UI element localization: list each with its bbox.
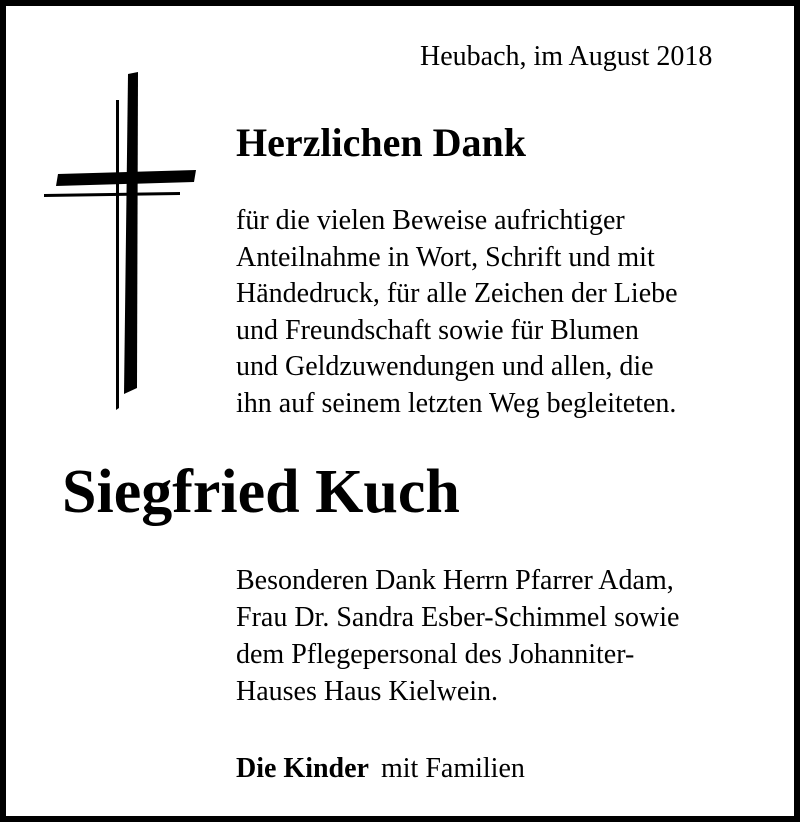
signature-rest: mit Familien	[381, 753, 525, 784]
special-line: dem Pflegepersonal des Johanniter-	[236, 639, 635, 670]
thanks-line: ihn auf seinem letzten Weg begleiteten.	[236, 387, 677, 419]
special-line: Besonderen Dank Herrn Pfarrer Adam,	[236, 565, 674, 596]
special-thanks	[236, 562, 679, 710]
thanks-line: Händedruck, für alle Zeichen der Liebe	[236, 278, 678, 309]
thanks-text	[236, 203, 678, 422]
signature	[236, 752, 525, 786]
deceased-name: Siegfried Kuch	[62, 458, 460, 526]
thanks-line: für die vielen Beweise aufrichtiger	[236, 205, 625, 236]
thanks-line: Anteilnahme in Wort, Schrift und mit	[236, 241, 655, 273]
signature-bold: Die Kinder	[236, 753, 369, 784]
special-line: Frau Dr. Sandra Esber-Schimmel sowie	[236, 602, 680, 633]
thanks-line: und Freundschaft sowie für Blumen	[236, 314, 639, 346]
heading: Herzlichen Dank	[236, 120, 526, 165]
special-line: Hauses Haus Kielwein.	[236, 676, 499, 707]
thanks-line: und Geldzuwendungen und allen, die	[236, 351, 654, 382]
cross-icon	[40, 70, 210, 420]
place-date: Heubach, im August 2018	[420, 41, 713, 72]
